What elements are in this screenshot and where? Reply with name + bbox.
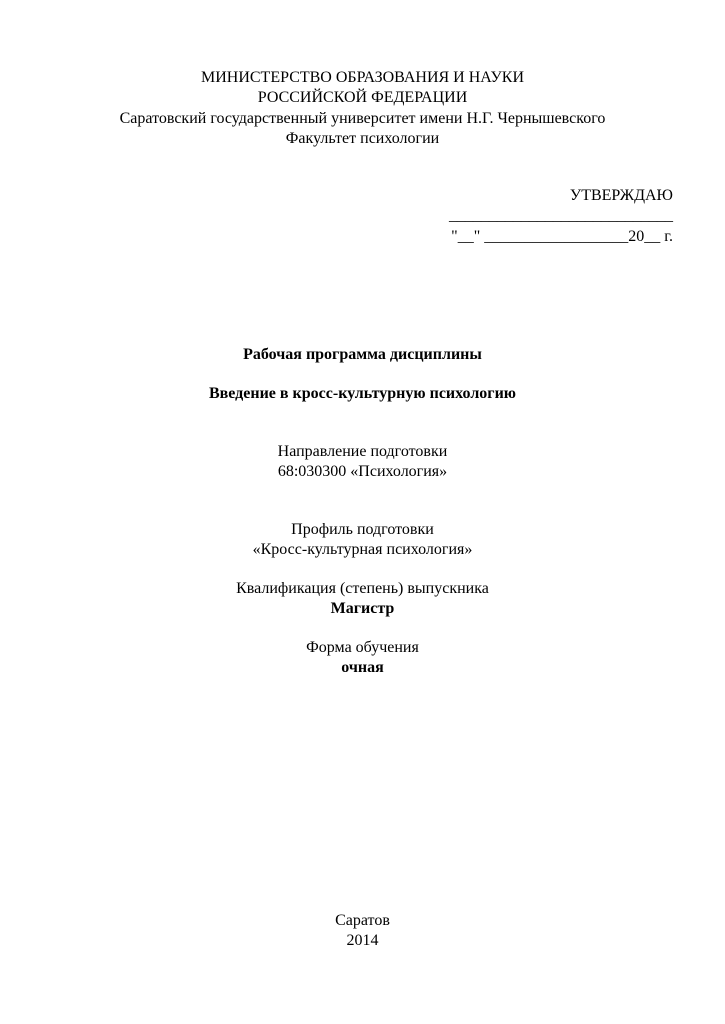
direction-label: Направление подготовки [277,443,448,460]
profile-value: «Кросс-культурная психология» [252,541,473,558]
faculty-name: Факультет психологии [285,130,440,147]
approval-date-line: "__" __________________20__ г. [451,228,673,245]
qualification-value: Магистр [330,600,395,617]
ministry-line-2: РОССИЙСКОЙ ФЕДЕРАЦИИ [257,89,468,106]
direction-value: 68:030300 «Психология» [277,463,448,480]
footer-year: 2014 [346,932,379,949]
approval-title: УТВЕРЖДАЮ [569,187,673,204]
qualification-label: Квалификация (степень) выпускника [236,580,489,597]
study-form-value: очная [341,659,384,676]
discipline-name: Введение в кросс-культурную психологию [208,385,517,402]
ministry-line-1: МИНИСТЕРСТВО ОБРАЗОВАНИЯ И НАУКИ [200,69,524,86]
profile-label: Профиль подготовки [291,521,434,538]
university-name: Саратовский государственный университет имени Н.Г. Чернышевского [119,110,606,127]
approval-signature-line: ____________________________ [449,207,673,224]
program-title: Рабочая программа дисциплины [243,346,482,363]
study-form-label: Форма обучения [306,639,419,656]
footer-city: Саратов [335,912,390,929]
